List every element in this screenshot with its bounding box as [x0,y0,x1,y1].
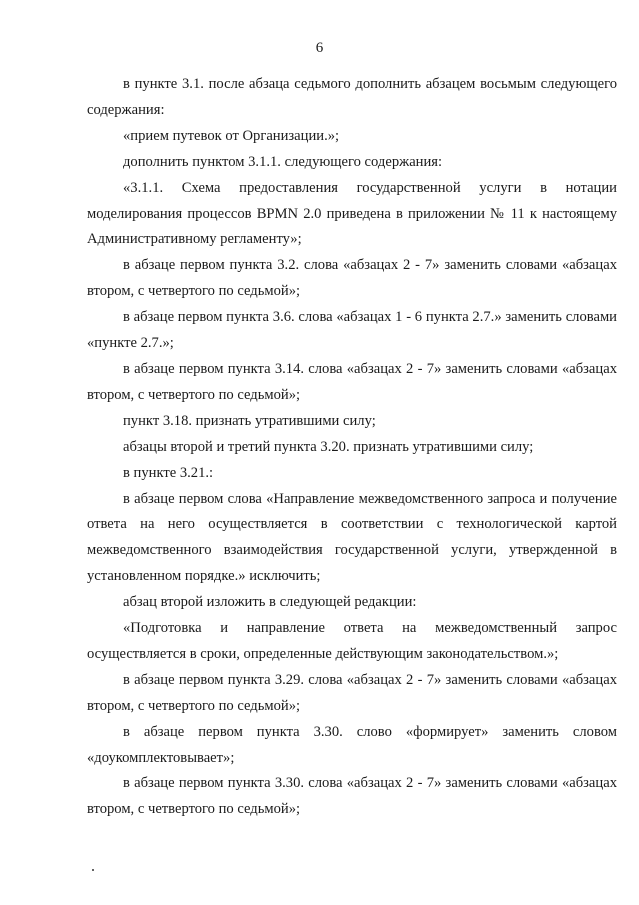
paragraph-14: в абзаце первом пункта 3.29. слова «абзацах 2 - 7» заменить словами «абзацах втором, с четвертого по седьмой»; [87,671,617,714]
paragraph-15: в абзаце первом пункта 3.30. слово «формирует» заменить словом «доукомплектовывает»; [87,723,617,766]
paragraph-2: «прием путевок от Организации.»; [123,127,340,144]
paragraph-1: в пункте 3.1. после абзаца седьмого дополнить абзацем восьмым следующего содержания: [87,76,617,118]
paragraph-4: «3.1.1. Схема предоставления государственной услуги в нотации моделирования процессов ВРМN 2.0 приведена в приложении № 11 к настоящему Административному регламенту»; [87,179,617,248]
paragraph-3: дополнить пунктом 3.1.1. следующего содержания: [123,153,443,170]
paragraph-16: в абзаце первом пункта 3.30. слова «абзацах 2 - 7» заменить словами «абзацах втором, с четвертого по седьмой»; [87,775,617,818]
paragraph-10: в пункте 3.21.: [123,464,214,481]
paragraph-11: в абзаце первом слова «Направление межведомственного запроса и получение ответа на него осуществляется в соответствии с технологической картой межведомственного взаимодействия государственной услуги, утвержденной в установленном порядке.» исключить; [87,490,617,585]
paragraph-6: в абзаце первом пункта 3.6. слова «абзацах 1 - 6 пункта 2.7.» заменить словами «пункте 2.7.»; [87,309,617,352]
scan-dot-mark [92,869,94,871]
document-body [87,72,617,823]
page-number: 6 [315,40,324,56]
paragraph-12: абзац второй изложить в следующей редакции: [123,594,417,611]
paragraph-13: «Подготовка и направление ответа на межведомственный запрос осуществляется в сроки, определенные действующим законодательством.»; [87,620,617,662]
paragraph-9: абзацы второй и третий пункта 3.20. признать утратившими силу; [123,438,534,455]
paragraph-5: в абзаце первом пункта 3.2. слова «абзацах 2 - 7» заменить словами «абзацах втором, с четвертого по седьмой»; [87,257,617,300]
paragraph-8: пункт 3.18. признать утратившими силу; [123,412,376,429]
paragraph-7: в абзаце первом пункта 3.14. слова «абзацах 2 - 7» заменить словами «абзацах втором, с четвертого по седьмой»; [87,360,617,403]
